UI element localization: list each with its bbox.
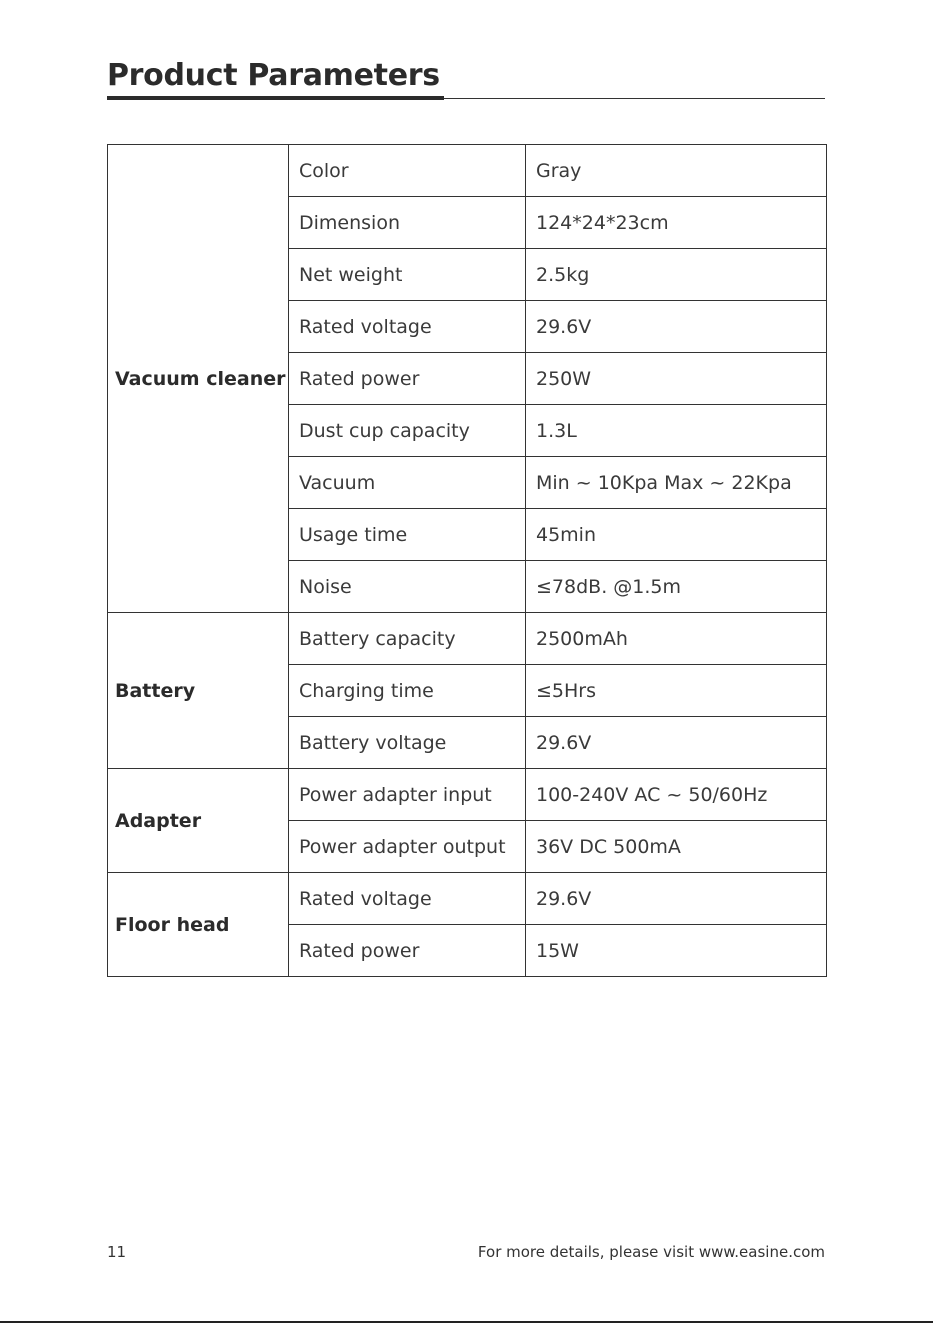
param-value: ≤5Hrs <box>526 665 827 717</box>
page-number: 11 <box>107 1243 127 1261</box>
title-underline-accent <box>107 96 444 100</box>
param-value: ≤78dB. @1.5m <box>526 561 827 613</box>
product-parameters-table <box>107 144 827 977</box>
param-name: Battery voltage <box>289 717 526 769</box>
group-label-floor-head: Floor head <box>108 873 289 977</box>
param-value: 2.5kg <box>526 249 827 301</box>
param-name: Power adapter output <box>289 821 526 873</box>
parameters-table-body <box>108 145 827 977</box>
param-name: Power adapter input <box>289 769 526 821</box>
table-row <box>108 613 827 665</box>
param-value: Min ~ 10Kpa Max ~ 22Kpa <box>526 457 827 509</box>
param-value: 100-240V AC ~ 50/60Hz <box>526 769 827 821</box>
param-name: Vacuum <box>289 457 526 509</box>
table-row <box>108 873 827 925</box>
param-name: Charging time <box>289 665 526 717</box>
param-value: 2500mAh <box>526 613 827 665</box>
param-name: Rated voltage <box>289 873 526 925</box>
param-value: 36V DC 500mA <box>526 821 827 873</box>
page-bottom-border <box>0 1321 933 1323</box>
param-value: 29.6V <box>526 873 827 925</box>
param-value: Gray <box>526 145 827 197</box>
param-name: Noise <box>289 561 526 613</box>
param-value: 250W <box>526 353 827 405</box>
param-value: 29.6V <box>526 301 827 353</box>
param-value: 45min <box>526 509 827 561</box>
table-row <box>108 769 827 821</box>
param-value: 29.6V <box>526 717 827 769</box>
param-name: Color <box>289 145 526 197</box>
param-value: 15W <box>526 925 827 977</box>
group-label-battery: Battery <box>108 613 289 769</box>
param-name: Battery capacity <box>289 613 526 665</box>
param-name: Rated voltage <box>289 301 526 353</box>
param-value: 1.3L <box>526 405 827 457</box>
table-row <box>108 145 827 197</box>
param-name: Rated power <box>289 925 526 977</box>
param-name: Dust cup capacity <box>289 405 526 457</box>
group-label-adapter: Adapter <box>108 769 289 873</box>
footer-website-text: For more details, please visit www.easine.com <box>477 1243 825 1261</box>
param-value: 124*24*23cm <box>526 197 827 249</box>
page-title: Product Parameters <box>107 58 440 93</box>
param-name: Usage time <box>289 509 526 561</box>
group-label-vacuum-cleaner: Vacuum cleaner <box>108 145 289 613</box>
param-name: Dimension <box>289 197 526 249</box>
param-name: Rated power <box>289 353 526 405</box>
param-name: Net weight <box>289 249 526 301</box>
